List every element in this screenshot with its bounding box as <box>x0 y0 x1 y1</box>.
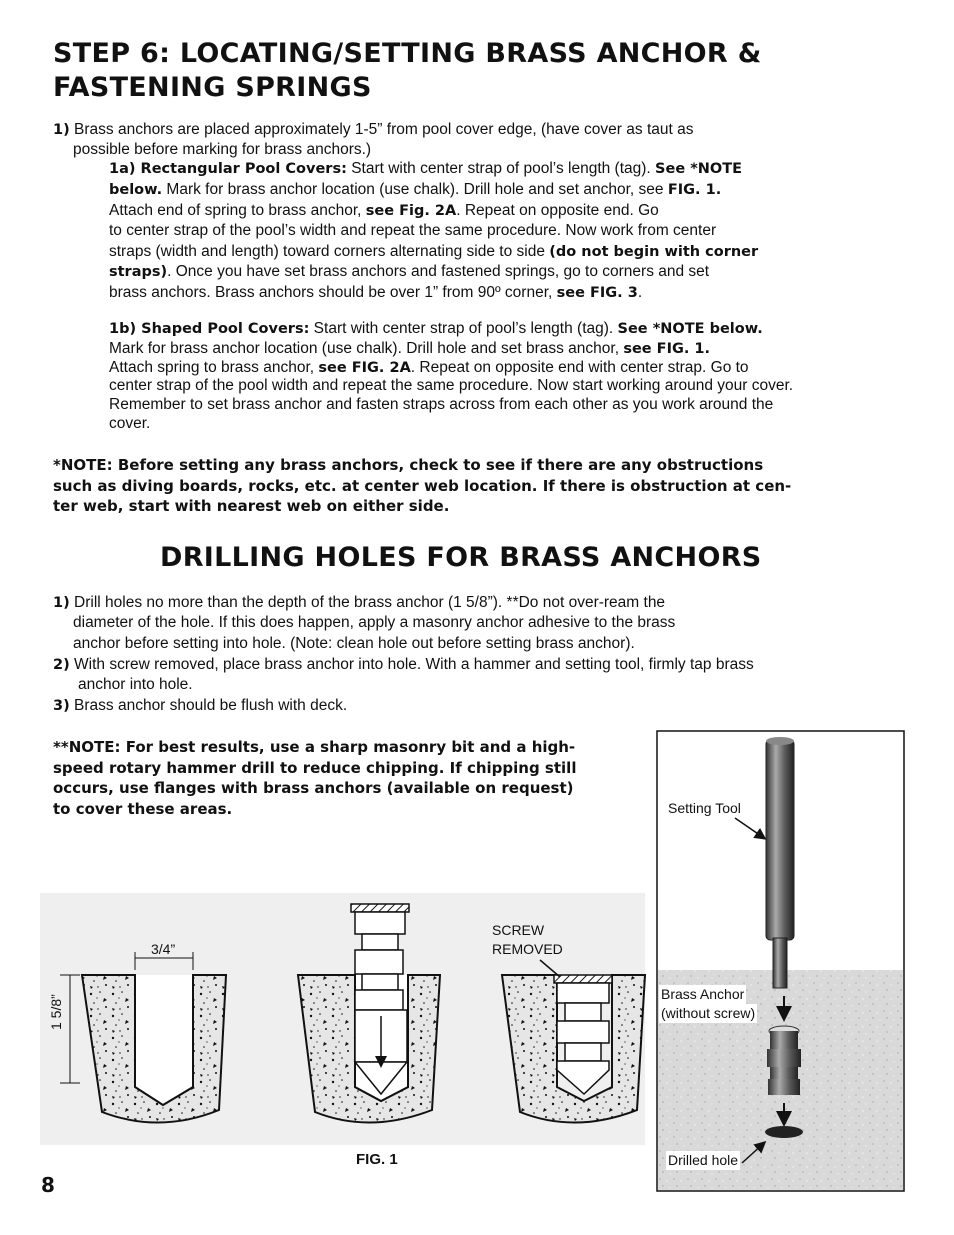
item1a-line3: Attach end of spring to brass anchor, see Fig. 2A. Repeat on opposite end. Go <box>109 202 659 219</box>
item1a-line6: straps). Once you have set brass anchors and fastened springs, go to corners and set <box>109 263 710 280</box>
fig1-caption: FIG. 1 <box>356 1151 398 1168</box>
drill-item2-line1: 2) With screw removed, place brass anchor into hole. With a hammer and setting tool, firmly tap brass <box>53 656 754 673</box>
depth-label: 1 5/8” <box>48 994 64 1030</box>
item1-line1: 1) Brass anchors are placed approximately 1-5” from pool cover edge, (have cover as taut as <box>53 121 694 138</box>
item1a-line5: straps (width and length) toward corners alternating side to side (do not begin with corner <box>109 243 759 260</box>
drill-item1-line2: diameter of the hole. If this does happen, apply a masonry anchor adhesive to the brass <box>73 614 676 631</box>
note1-line2: such as diving boards, rocks, etc. at center web location. If there is obstruction at cen- <box>53 477 792 495</box>
screw-removed-label-1: SCREW <box>492 922 545 938</box>
item1a-line4: to center strap of the pool’s width and repeat the same procedure. Now work from center <box>109 222 717 239</box>
item1b-line1: 1b) Shaped Pool Covers: Start with center strap of pool’s length (tag). See *NOTE below. <box>109 320 763 337</box>
step6-title-line2: FASTENING SPRINGS <box>53 72 372 103</box>
setting-tool-label: Setting Tool <box>668 800 741 816</box>
item1b-line2: Mark for brass anchor location (use chalk). Drill hole and set brass anchor, see FIG. 1. <box>109 340 711 357</box>
page-number: 8 <box>41 1173 55 1197</box>
item1a-line2: below. Mark for brass anchor location (use chalk). Drill hole and set anchor, see FIG. 1. <box>109 181 722 198</box>
item1b-line5: Remember to set brass anchor and fasten straps across from each other as you work around the <box>109 396 774 413</box>
drill-item1-line1: 1) Drill holes no more than the depth of the brass anchor (1 5/8”). **Do not over-ream the <box>53 594 666 611</box>
note2-line2: speed rotary hammer drill to reduce chipping. If chipping still <box>53 759 577 777</box>
note2-line4: to cover these areas. <box>53 800 233 818</box>
drill-item3-line1: 3) Brass anchor should be flush with deck. <box>53 697 348 714</box>
item1a-line7: brass anchors. Brass anchors should be over 1” from 90º corner, see FIG. 3. <box>109 284 643 301</box>
step6-title-line1: STEP 6: LOCATING/SETTING BRASS ANCHOR & <box>53 38 762 69</box>
drilling-title: DRILLING HOLES FOR BRASS ANCHORS <box>160 542 762 573</box>
brass-anchor-label-2: (without screw) <box>661 1005 756 1021</box>
brass-anchor-label-1: Brass Anchor <box>661 986 745 1002</box>
width-label: 3/4” <box>151 941 176 957</box>
drill-item2-line2: anchor into hole. <box>78 676 193 693</box>
item1b-line6: cover. <box>109 415 151 432</box>
note1-line1: *NOTE: Before setting any brass anchors, check to see if there are any obstructions <box>53 456 764 474</box>
anchor-set-diagram <box>502 960 645 1123</box>
item1-number: 1) <box>53 122 70 138</box>
drill-item1-line3: anchor before setting into hole. (Note: clean hole out before setting brass anchor). <box>73 635 635 652</box>
note2-line1: **NOTE: For best results, use a sharp masonry bit and a high- <box>53 738 576 756</box>
item1a-line1: 1a) Rectangular Pool Covers: Start with center strap of pool’s length (tag). See *NOTE <box>109 160 743 177</box>
note1-line3: ter web, start with nearest web on either side. <box>53 497 450 515</box>
note2-line3: occurs, use flanges with brass anchors (available on request) <box>53 779 574 797</box>
item1b-line3: Attach spring to brass anchor, see FIG. 2A. Repeat on opposite end with center strap. Go to <box>109 359 749 376</box>
item1-line2: possible before marking for brass anchors.) <box>73 141 372 158</box>
item1b-line4: center strap of the pool width and repeat the same procedure. Now start working around your cover. <box>109 377 794 394</box>
screw-removed-label-2: REMOVED <box>492 941 563 957</box>
drilled-hole-label: Drilled hole <box>668 1152 739 1168</box>
